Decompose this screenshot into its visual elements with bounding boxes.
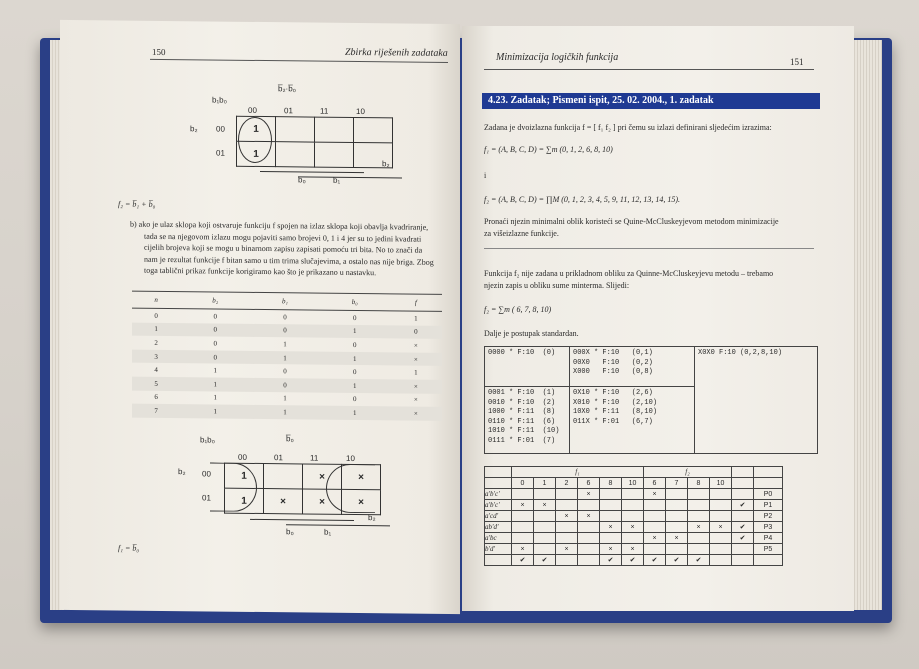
pt-row — [485, 489, 783, 500]
task-text — [484, 216, 824, 239]
pt-mark — [710, 533, 732, 544]
kmap1-cell — [315, 117, 354, 142]
truth-cell: 0 — [213, 339, 217, 348]
truth-cell: 0 — [283, 313, 287, 322]
kmap2-cell: × — [342, 464, 381, 489]
pt-mark — [710, 544, 732, 555]
kmap2-cell: × — [303, 489, 342, 514]
truth-cell: 1 — [320, 351, 390, 365]
truth-cell: 5 — [132, 377, 180, 391]
kmap1-col: 01 — [284, 106, 293, 116]
pt-check — [732, 544, 754, 555]
truth-cell: 1 — [320, 406, 390, 420]
pt-col: 0 — [512, 478, 534, 489]
paragraph-line: tada se na njegovom izlazu mogu pojaviti samo brojevi 0, 1 i 4 jer su to jedini kvadrati — [144, 231, 422, 244]
pt-mark — [534, 511, 556, 522]
truth-cell: 1 — [180, 377, 250, 391]
kmap2-col: 00 — [238, 452, 247, 462]
pt-mark — [556, 500, 578, 511]
pt-mark — [688, 511, 710, 522]
continuation-text: Dalje je postupak standardan. — [484, 329, 579, 338]
pt-mark — [512, 522, 534, 533]
truth-cell: 1 — [213, 393, 217, 402]
pt-check: ✔ — [732, 533, 754, 544]
pt-row-label: b'd' — [485, 544, 512, 555]
pt-col: 10 — [622, 478, 644, 489]
pt-check — [732, 489, 754, 500]
task-line: za višeizlazne funkcije. — [484, 228, 559, 238]
pt-bottom-check — [710, 555, 732, 566]
kmap2-col-headers — [238, 453, 388, 464]
truth-cell: × — [390, 352, 442, 366]
pt-bottom-check: ✔ — [600, 555, 622, 566]
pt-bottom-check: ✔ — [534, 555, 556, 566]
truth-cell: 0 — [390, 325, 442, 339]
pt-mark — [512, 511, 534, 522]
pt-mark: × — [600, 522, 622, 533]
kmap1-col-headers — [248, 106, 398, 117]
equation-f2: f₂ = (A, B, C, D) = ∏M (0, 1, 2, 3, 4, 5, 9, 11, 12, 13, 14, 15). — [484, 195, 680, 204]
kmap1-cell — [315, 142, 354, 167]
kmap1-b1-bar — [298, 176, 402, 178]
pt-mark — [534, 533, 556, 544]
pt-mark — [710, 500, 732, 511]
truth-cell: 0 — [353, 313, 357, 322]
truth-cell: 0 — [180, 323, 250, 337]
pt-col: 6 — [578, 478, 600, 489]
kmap2-cell: 1 — [225, 463, 264, 488]
pt-mark — [710, 489, 732, 500]
kmap1-top-var: b₁b₀ — [212, 95, 227, 105]
pt-mark — [666, 500, 688, 511]
group-label-f2: f₂ — [644, 467, 732, 478]
qm-col3: X0X0 F:10 (0,2,8,10) — [698, 349, 783, 357]
pt-row — [485, 533, 783, 544]
pt-mark — [600, 500, 622, 511]
pt-name: P3 — [754, 522, 783, 533]
pt-mark — [556, 489, 578, 500]
kmap1-row-0: 00 — [216, 124, 225, 134]
left-page-number: 150 — [152, 46, 166, 58]
pt-row-label: a'bc — [485, 533, 512, 544]
pt-mark — [622, 533, 644, 544]
pt-mark — [512, 489, 534, 500]
pt-mark: × — [578, 511, 600, 522]
truth-cell: × — [390, 379, 442, 393]
conjunction: i — [484, 171, 487, 180]
pt-mark — [556, 522, 578, 533]
left-page — [60, 20, 460, 614]
truth-cell: 1 — [180, 404, 250, 418]
paragraph-line: cijelih brojeva koji se mogu u binarnom zapisu zapisati pomoću tri bita. No to znači da — [144, 242, 423, 255]
pt-mark: × — [666, 533, 688, 544]
note-line: njezin zapis u obliku sume minterma. Slijedi: — [484, 280, 630, 290]
kmap2-col: 11 — [310, 453, 319, 463]
pt-mark — [666, 522, 688, 533]
truth-cell: 1 — [414, 368, 418, 377]
pt-mark — [578, 544, 600, 555]
kmap2-top-var: b₁b₀ — [200, 435, 215, 445]
truth-cell: 1 — [250, 351, 320, 365]
pt-mark — [578, 533, 600, 544]
kmap2-col: 01 — [274, 453, 283, 463]
pt-mark: × — [644, 533, 666, 544]
kmap1-cell: 1 — [237, 116, 276, 141]
kmap1-col: 00 — [248, 105, 257, 115]
pt-mark — [688, 544, 710, 555]
pt-row-label: a'cd' — [485, 511, 512, 522]
truth-cell: × — [413, 395, 418, 405]
pt-mark — [666, 544, 688, 555]
pt-mark — [688, 500, 710, 511]
pt-mark: × — [556, 511, 578, 522]
pt-row-label: a'b'c' — [485, 500, 512, 511]
truth-cell: 6 — [154, 393, 158, 402]
truth-header: b₁ — [250, 292, 320, 310]
pt-name: P1 — [754, 500, 783, 511]
qm-col1-rest: 0001 * F:10 (1) 0010 * F:10 (2) 1000 * F:11 (8) 0110 * F:11 (6) 1010 * F:11 (10) 0111 * F:01 (7) — [488, 389, 560, 445]
pt-mark: × — [512, 544, 534, 555]
pt-col: 8 — [600, 478, 622, 489]
kmap1-cell — [276, 117, 315, 142]
truth-table — [132, 291, 442, 421]
pt-row — [485, 522, 783, 533]
kmap2-right-label: b₂ — [368, 513, 376, 523]
kmap1-col: 10 — [356, 107, 365, 117]
kmap1-right-label: b₂ — [382, 159, 390, 169]
pt-mark — [688, 489, 710, 500]
equation-f2-sum: f₂ = ∑m ( 6, 7, 8, 10) — [484, 305, 552, 314]
group-label-f1: f₁ — [512, 467, 644, 478]
truth-cell: 0 — [154, 311, 158, 320]
kmap2-left-var: b₂ — [178, 467, 186, 477]
pt-mark — [600, 489, 622, 500]
kmap2-cell: × — [303, 464, 342, 489]
pt-mark: × — [600, 544, 622, 555]
left-page-header: Zbirka riješenih zadataka — [345, 46, 448, 59]
kmap2-col: 10 — [346, 453, 355, 463]
pt-mark — [622, 511, 644, 522]
pt-col: 6 — [644, 478, 666, 489]
quine-mccluskey-table — [484, 346, 818, 454]
truth-cell: 0 — [353, 368, 357, 377]
pt-mark — [600, 533, 622, 544]
pt-mark — [644, 500, 666, 511]
pt-bottom-check: ✔ — [512, 555, 534, 566]
paragraph-line: b) ako je ulaz sklopa koji ostvaruje funkciju f spojen na izlaz sklopa koji obavlja kvadriranje, — [130, 219, 429, 232]
kmap1-row-1: 01 — [216, 148, 225, 158]
truth-cell: 1 — [283, 394, 287, 403]
pt-mark — [644, 511, 666, 522]
section-title: 4.23. Zadatak; Pismeni ispit, 25. 02. 2004., 1. zadatak — [482, 93, 820, 109]
pt-bottom-row — [485, 555, 783, 566]
pt-name: P0 — [754, 489, 783, 500]
kmap2-row-1: 01 — [202, 493, 211, 503]
pt-col: 7 — [666, 478, 688, 489]
kmap2-cell: 1 — [225, 488, 264, 513]
truth-cell: 3 — [132, 349, 180, 363]
truth-cell: 0 — [353, 395, 357, 404]
pt-col: 2 — [556, 478, 578, 489]
kmap2-row-0: 00 — [202, 469, 211, 479]
kmap1-left-var: b₂ — [190, 124, 198, 134]
pt-mark: × — [622, 544, 644, 555]
equation-f1: f₁ = (A, B, C, D) = ∑m (0, 1, 2, 6, 8, 10) — [484, 145, 613, 154]
kmap2-b0-bar — [250, 519, 354, 521]
kmap2-b1-bar — [286, 524, 390, 526]
pt-col: 10 — [710, 478, 732, 489]
kmap2-loop-right — [326, 464, 375, 514]
pt-mark — [600, 511, 622, 522]
formula-f2: f₂ = b̅₁ + b̅₀ — [118, 199, 156, 209]
kmap1-bottom-b1: b₁ — [333, 175, 341, 185]
pt-mark — [556, 533, 578, 544]
pt-mark — [534, 489, 556, 500]
truth-cell: 0 — [250, 323, 320, 337]
truth-cell: 1 — [320, 324, 390, 338]
qm-col1-top: 0000 * F:10 (0) — [488, 349, 556, 357]
kmap1-col: 11 — [320, 106, 329, 116]
pt-mark — [534, 522, 556, 533]
pt-row — [485, 544, 783, 555]
pt-bottom-check — [556, 555, 578, 566]
pt-bottom-check: ✔ — [644, 555, 666, 566]
pt-mark: × — [688, 522, 710, 533]
pt-mark — [688, 533, 710, 544]
pt-mark — [644, 544, 666, 555]
pt-mark — [578, 522, 600, 533]
pt-mark: × — [578, 489, 600, 500]
pt-mark: × — [644, 489, 666, 500]
truth-header: f — [390, 294, 442, 312]
pt-row — [485, 500, 783, 511]
pt-col: 8 — [688, 478, 710, 489]
pt-name: P5 — [754, 544, 783, 555]
pt-row-label: ab'd' — [485, 522, 512, 533]
truth-cell: × — [390, 407, 442, 421]
kmap1-cell — [354, 117, 393, 142]
truth-header: n — [132, 291, 180, 309]
note-text — [484, 268, 824, 291]
truth-cell: 4 — [154, 366, 158, 375]
right-page — [462, 26, 854, 611]
truth-cell: 0 — [283, 367, 287, 376]
kmap2-cell: × — [342, 489, 381, 514]
pt-mark — [710, 511, 732, 522]
pt-mark: × — [512, 500, 534, 511]
pt-col: 1 — [534, 478, 556, 489]
truth-cell: 7 — [132, 404, 180, 418]
pt-bottom-check: ✔ — [666, 555, 688, 566]
pt-check: ✔ — [732, 500, 754, 511]
truth-cell: 1 — [132, 322, 180, 336]
paragraph-line: toga tablični prikaz funkcije korigiramo kao što je prikazano u nastavku. — [144, 265, 377, 278]
truth-cell: 0 — [180, 350, 250, 364]
truth-cell: × — [413, 341, 418, 350]
truth-cell: 2 — [154, 338, 158, 347]
right-page-edges — [852, 40, 882, 610]
kmap1-overbar-label: b̅₂·b̅₀ — [278, 84, 296, 94]
kmap1-bottom-b0: b₀ — [298, 175, 306, 185]
pt-check: ✔ — [732, 522, 754, 533]
pt-bottom-check: ✔ — [688, 555, 710, 566]
kmap2-cell — [264, 464, 303, 489]
pt-mark: × — [710, 522, 732, 533]
pt-mark — [578, 500, 600, 511]
kmap1-loop — [238, 117, 272, 163]
paragraph-b — [130, 219, 450, 280]
pt-row — [485, 511, 783, 522]
pt-check — [732, 511, 754, 522]
kmap1-cell: 1 — [237, 141, 276, 166]
truth-cell: 1 — [213, 366, 217, 375]
pt-mark: × — [556, 544, 578, 555]
kmap2-overbar-label: b̅₀ — [286, 434, 294, 444]
truth-cell: 0 — [213, 312, 217, 321]
pt-mark — [644, 522, 666, 533]
pt-name: P4 — [754, 533, 783, 544]
pt-mark — [534, 544, 556, 555]
truth-header: b₀ — [320, 293, 390, 311]
right-page-header: Minimizacija logičkih funkcija — [496, 52, 619, 63]
pt-name: P2 — [754, 511, 783, 522]
header-rule — [150, 59, 448, 63]
right-page-number: 151 — [790, 57, 804, 67]
intro-text: Zadana je dvoizlazna funkcija f = [ f₁ f₂ ] pri čemu su izlazi definirani sljedećim izrazima: — [484, 123, 772, 132]
kmap2-bottom-b1: b₁ — [324, 527, 332, 537]
header-rule — [484, 69, 814, 70]
paragraph-line: nam je rezultat funkcije f bitan samo u tim trima slučajevima, a ostalo nas nije briga. Zbog — [144, 254, 434, 267]
truth-cell: 1 — [283, 340, 287, 349]
pt-row-label: a'b'c' — [485, 489, 512, 500]
truth-cell: 1 — [250, 405, 320, 419]
truth-cell: 0 — [250, 378, 320, 392]
pt-mark — [666, 489, 688, 500]
kmap2-loop-left — [210, 462, 257, 511]
truth-cell: 0 — [353, 340, 357, 349]
section-divider — [484, 248, 814, 249]
pt-mark — [666, 511, 688, 522]
task-line: Pronaći njezin minimalni oblik koristeći se Quine-McCluskeyjevom metodom minimizacije — [484, 217, 779, 226]
note-line: Funkcija f₂ nije zadana u prikladnom obliku za Quinne-McCluskeyjevu metodu – trebamo — [484, 269, 774, 278]
prime-implicant-table — [484, 466, 783, 566]
pt-mark: × — [534, 500, 556, 511]
kmap2-cell: × — [264, 489, 303, 514]
pt-mark: × — [622, 522, 644, 533]
pt-mark — [512, 533, 534, 544]
kmap1-cell — [276, 142, 315, 167]
formula-f1: f₁ = b̅₀ — [118, 543, 140, 553]
qm-col2-top: 000X * F:10 (0,1) 00X0 F:10 (0,2) X000 F:10 (0,8) — [573, 349, 653, 377]
pt-bottom-check — [578, 555, 600, 566]
truth-cell: 1 — [414, 314, 418, 323]
kmap2-bottom-b0: b₀ — [286, 527, 294, 537]
truth-cell: 1 — [320, 379, 390, 393]
pt-mark — [622, 500, 644, 511]
pt-bottom-check: ✔ — [622, 555, 644, 566]
truth-header: b₂ — [180, 292, 250, 310]
qm-col2-rest: 0X10 * F:10 (2,6) X010 * F:10 (2,10) 10X0 * F:11 (8,10) 011X * F:01 (6,7) — [573, 389, 658, 426]
kmap1-b0-bar — [260, 171, 364, 173]
pt-mark — [622, 489, 644, 500]
